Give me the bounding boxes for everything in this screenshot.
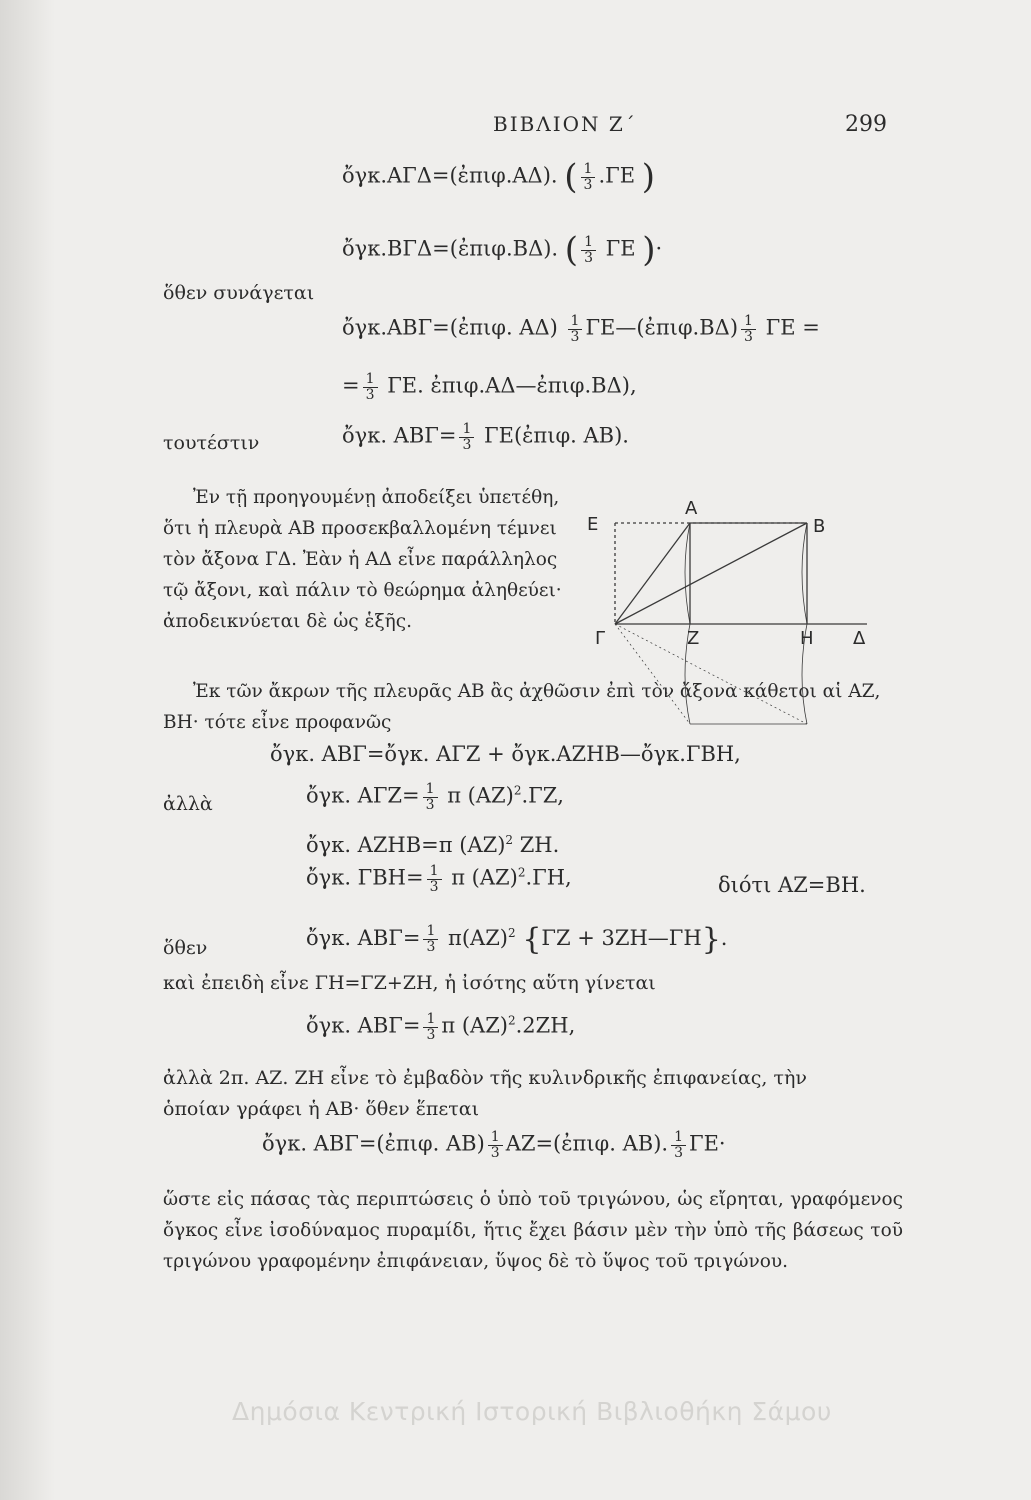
- equation-1-tail: .ΓΕ: [598, 163, 636, 188]
- equation-9-note: διότι ΑΖ=ΒΗ.: [718, 873, 866, 897]
- equation-5: ὄγκ. ΑΒΓ= $\frac{1}{3}$ ΓΕ(ἐπιφ. ΑΒ).: [342, 421, 629, 453]
- fraction: $\frac{1}{3}$: [363, 372, 378, 402]
- equation-10: ὄγκ. ΑΒΓ= $\frac{1}{3}$ $\pi(AZ)^2$ {ΓΖ + 3ΖΗ—ΓΗ}.: [306, 922, 728, 957]
- paragraph-1: Ἐν τῇ προηγουμένῃ ἀποδείξει ὑπετέθη, ὅτι ἡ πλευρὰ ΑΒ προσεκβαλλομένη τέμνει τὸν ἄξονα ΓΔ. Ἐὰν ἡ ΑΔ εἶνε παράλληλος τῷ ἄξονι, καὶ πάλιν τὸ θεώρημα ἀληθεύει· ἀποδεικνύεται δὲ ὡς ἑξῆς.: [163, 487, 562, 632]
- equation-1-lhs: ὄγκ.ΑΓΔ=(ἐπιφ.ΑΔ).: [342, 163, 558, 188]
- library-watermark: Δημόσια Κεντρική Ιστορική Βιβλιοθήκη Σάμου: [232, 1397, 832, 1426]
- equation-4: = $\frac{1}{3}$ ΓΕ. ἐπιφ.ΑΔ—ἐπιφ.ΒΔ),: [342, 371, 637, 403]
- fraction: $\frac{1}{3}$: [581, 162, 596, 192]
- equation-1: ὄγκ.ΑΓΔ=(ἐπιφ.ΑΔ). ( $\frac{1}{3}$ .ΓΕ ): [342, 157, 655, 197]
- fraction: $\frac{1}{3}$: [423, 782, 438, 812]
- label-g: Γ: [595, 628, 606, 649]
- fraction: $\frac{1}{3}$: [488, 1130, 503, 1160]
- side-ga: [615, 523, 690, 624]
- label-z: Z: [687, 628, 700, 649]
- equation-6: ὄγκ. ΑΒΓ=ὄγκ. ΑΓΖ + ὄγκ.ΑΖΗΒ—ὄγκ.ΓΒΗ,: [270, 742, 741, 766]
- fraction: $\frac{1}{3}$: [568, 314, 583, 344]
- equation-11: ὄγκ. ΑΒΓ= $\frac{1}{3}$ π $(AZ)^2.2ZH$,: [306, 1011, 576, 1043]
- label-h: H: [800, 628, 814, 649]
- fraction: $\frac{1}{3}$: [581, 235, 596, 265]
- fraction: $\frac{1}{3}$: [423, 924, 438, 954]
- label-d: Δ: [853, 628, 866, 649]
- fraction: $\frac{1}{3}$: [427, 864, 442, 894]
- line-kai-epeidi: καὶ ἐπειδὴ εἶνε ΓΗ=ΓΖ+ΖΗ, ἡ ἰσότης αὕτη γίνεται: [163, 972, 656, 994]
- equation-9: ὄγκ. ΓΒΗ= $\frac{1}{3}$ π $(AZ)^2.\Gamma H$,: [306, 863, 572, 895]
- label-toutestin: τουτέστιν: [163, 432, 260, 454]
- page-edge-shadow: [0, 0, 55, 1500]
- paragraph-2: Ἐκ τῶν ἄκρων τῆς πλευρᾶς ΑΒ ἂς ἀχθῶσιν ἐπὶ τὸν ἄξονα κάθετοι αἱ ΑΖ, ΒΗ· τότε εἶνε προφανῶς: [163, 681, 881, 733]
- equation-2: ὄγκ.ΒΓΔ=(ἐπιφ.ΒΔ). ( $\frac{1}{3}$ ΓΕ )·: [342, 230, 663, 270]
- fraction: $\frac{1}{3}$: [459, 422, 474, 452]
- label-alla: ἀλλὰ: [163, 793, 213, 815]
- label-a: A: [685, 498, 698, 519]
- page-number: 299: [845, 112, 887, 137]
- equation-3: ὄγκ.ΑΒΓ=(ἐπιφ. ΑΔ) $\frac{1}{3}$ ΓΕ—(ἐπιφ.ΒΔ) $\frac{1}{3}$ ΓΕ =: [342, 313, 820, 345]
- side-gb: [615, 523, 807, 624]
- fraction: $\frac{1}{3}$: [741, 314, 756, 344]
- equation-8: ὄγκ. ΑΖΗΒ=π $(AZ)^2$ ΖΗ.: [306, 833, 560, 857]
- equation-2-tail: ΓΕ: [605, 236, 636, 261]
- equation-2-lhs: ὄγκ.ΒΓΔ=(ἐπιφ.ΒΔ).: [342, 236, 559, 261]
- fraction: $\frac{1}{3}$: [423, 1012, 438, 1042]
- running-header: ΒΙΒΛΙΟΝ Ζ΄: [493, 112, 637, 136]
- line-alla-2p-2: ὁποίαν γράφει ἡ ΑΒ· ὅθεν ἕπεται: [163, 1098, 480, 1120]
- equation-7: ὄγκ. ΑΓΖ= $\frac{1}{3}$ π $(AZ)^2.\Gamma Z$,: [306, 781, 564, 813]
- equation-12: ὄγκ. ΑΒΓ=(ἐπιφ. ΑΒ) $\frac{1}{3}$ ΑΖ=(ἐπιφ. ΑΒ). $\frac{1}{3}$ ΓΕ·: [262, 1129, 726, 1161]
- label-othen-synagetai: ὅθεν συνάγεται: [163, 282, 315, 304]
- paragraph-3: ὥστε εἰς πάσας τὰς περιπτώσεις ὁ ὑπὸ τοῦ τριγώνου, ὡς εἴρηται, γραφόμενος ὄγκος εἶνε ἰσοδύναμος πυραμίδι, ἥτις ἔχει βάσιν μὲν τὴν ὑπὸ τῆς βάσεως τοῦ τριγώνου γραφομένην ἐπιφάνειαν, ὕψος δὲ τὸ ὕψος τοῦ τριγώνου.: [163, 1189, 903, 1272]
- line-alla-2p-1: ἀλλὰ 2π. ΑΖ. ΖΗ εἶνε τὸ ἐμβαδὸν τῆς κυλινδρικῆς ἐπιφανείας, τὴν: [163, 1067, 807, 1089]
- label-b: B: [813, 516, 826, 537]
- label-othen: ὅθεν: [163, 937, 208, 959]
- label-e: E: [587, 514, 599, 535]
- fraction: $\frac{1}{3}$: [671, 1130, 686, 1160]
